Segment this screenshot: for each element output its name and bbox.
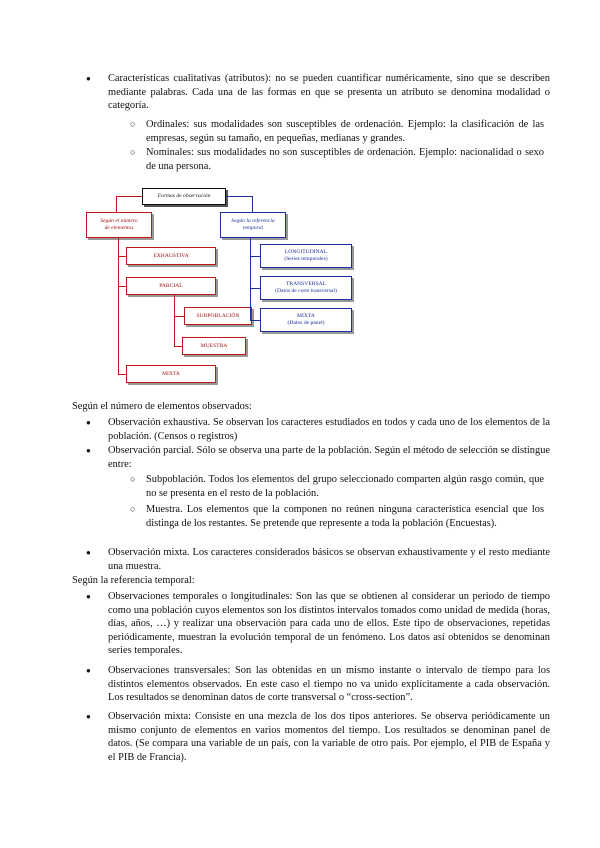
connector bbox=[174, 346, 182, 347]
box-title: LONGITUDINAL bbox=[284, 249, 328, 255]
bullet-parcial: ● Observación parcial. Sólo se observa una parte de la población. Según el método de selección se distingue entre: bbox=[86, 444, 550, 471]
box-title: TRANSVERSAL bbox=[285, 281, 327, 287]
connector bbox=[174, 295, 175, 347]
diagram-box-exhaustiva bbox=[126, 247, 216, 265]
diagram-box-muestra bbox=[182, 337, 246, 355]
bullet-observacion-mixta: ● Observación mixta: Consiste en una mezcla de los dos tipos anteriores. Se observa periódicamente un mismo conjunto de elementos en varios momentos del tiempo. Los resultados se denominan panel de datos. (Se compara una variable de un país, con la variable de otro país. Por ejemplo, el PIB de España y el PIB de Francia). bbox=[86, 710, 550, 764]
connector bbox=[226, 196, 252, 197]
section-heading-numero: Según el número de elementos observados: bbox=[72, 401, 252, 412]
sub-bullet-subpoblacion: ○ Subpoblación. Todos los elementos del grupo seleccionado comparten algún rasgo común, que no se presenta en el resto de la población. bbox=[130, 473, 544, 500]
sub-bullet-nominales: ○ Nominales: sus modalidades no son susceptibles de ordenación. Ejemplo: nacionalidad o sexo de una persona. bbox=[130, 146, 544, 173]
diagram-root bbox=[142, 188, 226, 205]
section-heading-temporal: Según la referencia temporal: bbox=[72, 575, 195, 586]
connector bbox=[118, 374, 126, 375]
diagram-box-mixta-left bbox=[126, 365, 216, 383]
observation-forms-diagram bbox=[80, 184, 380, 394]
left-branch-header bbox=[86, 212, 152, 238]
right-header-line2: temporal bbox=[242, 225, 264, 231]
box-label: MUESTRA bbox=[200, 342, 228, 349]
diagram-box-mixta-right bbox=[260, 308, 352, 332]
connector bbox=[250, 320, 260, 321]
connector bbox=[116, 196, 117, 212]
bullet-transversales: ● Observaciones transversales: Son las obtenidas en un mismo instante o intervalo de tiempo para los distintos elementos observados. En este caso el tiempo no va unido explícitamente a cada observación. Los resultados se denominan datos de corte transversal o “cross-section”. bbox=[86, 664, 550, 705]
bullet-cualitativas: ● Características cualitativas (atributos): no se pueden cuantificar numéricamente, sino que se describen mediante palabras. Cada una de las formas en que se presenta un atributo se denomina modalidad o categoría. bbox=[86, 72, 550, 113]
connector bbox=[252, 196, 253, 212]
box-subtitle: (Series temporales) bbox=[284, 256, 328, 262]
bullet-mixta: ● Observación mixta. Los caracteres considerados básicos se observan exhaustivamente y el resto mediante una muestra. bbox=[86, 546, 550, 573]
right-header-line1: Según la referencia bbox=[231, 218, 275, 224]
box-label: EXHAUSTIVA bbox=[153, 252, 189, 259]
diagram-box-parcial bbox=[126, 277, 216, 295]
connector bbox=[116, 196, 142, 197]
connector bbox=[118, 256, 126, 257]
box-label: SUBPOBLACIÓN bbox=[196, 312, 240, 319]
diagram-box-transversal bbox=[260, 276, 352, 300]
box-label: MIXTA bbox=[162, 370, 180, 377]
diagram-box-subpoblacion bbox=[184, 307, 252, 325]
bullet-exhaustiva: ● Observación exhaustiva. Se observan los caracteres estudiados en todos y cada uno de los elementos de la población. (Censos o registros) bbox=[86, 416, 550, 443]
connector bbox=[174, 316, 184, 317]
right-branch-header bbox=[220, 212, 286, 238]
diagram-root-label: Formas de observación bbox=[157, 193, 211, 199]
left-header-line1: Según el número bbox=[100, 218, 138, 224]
connector bbox=[250, 238, 251, 320]
box-label: PARCIAL bbox=[159, 282, 183, 289]
sub-bullet-ordinales: ○ Ordinales: sus modalidades son susceptibles de ordenación. Ejemplo: la clasificación de las empresas, según su tamaño, en pequeñas, medianas y grandes. bbox=[130, 118, 544, 145]
connector bbox=[118, 238, 119, 374]
connector bbox=[250, 256, 260, 257]
left-header-line2: de elementos bbox=[104, 225, 134, 231]
box-subtitle: (Datos de corte transversal) bbox=[275, 288, 337, 294]
connector bbox=[118, 286, 126, 287]
sub-bullet-muestra: ○ Muestra. Los elementos que la componen no reúnen ninguna característica esencial que los distinga de los restantes. Se pretende que represente a toda la población (Encuestas). bbox=[130, 503, 544, 530]
box-subtitle: (Datos de panel) bbox=[287, 320, 325, 326]
connector bbox=[250, 288, 260, 289]
bullet-temporales: ● Observaciones temporales o longitudinales: Son las que se obtienen al considerar un periodo de tiempo como una población cuyos elementos son los distintos intervalos tomados como unidad de medida (horas, días, años, …) y realizar una observación para cada uno de ellos. Este tipo de observaciones, repetidas periódicamente, muestran la evolución temporal de un fenómeno. Los datos así obtenidos se denominan series temporales. bbox=[86, 590, 550, 658]
diagram-box-longitudinal bbox=[260, 244, 352, 268]
box-title: MIXTA bbox=[297, 313, 315, 319]
